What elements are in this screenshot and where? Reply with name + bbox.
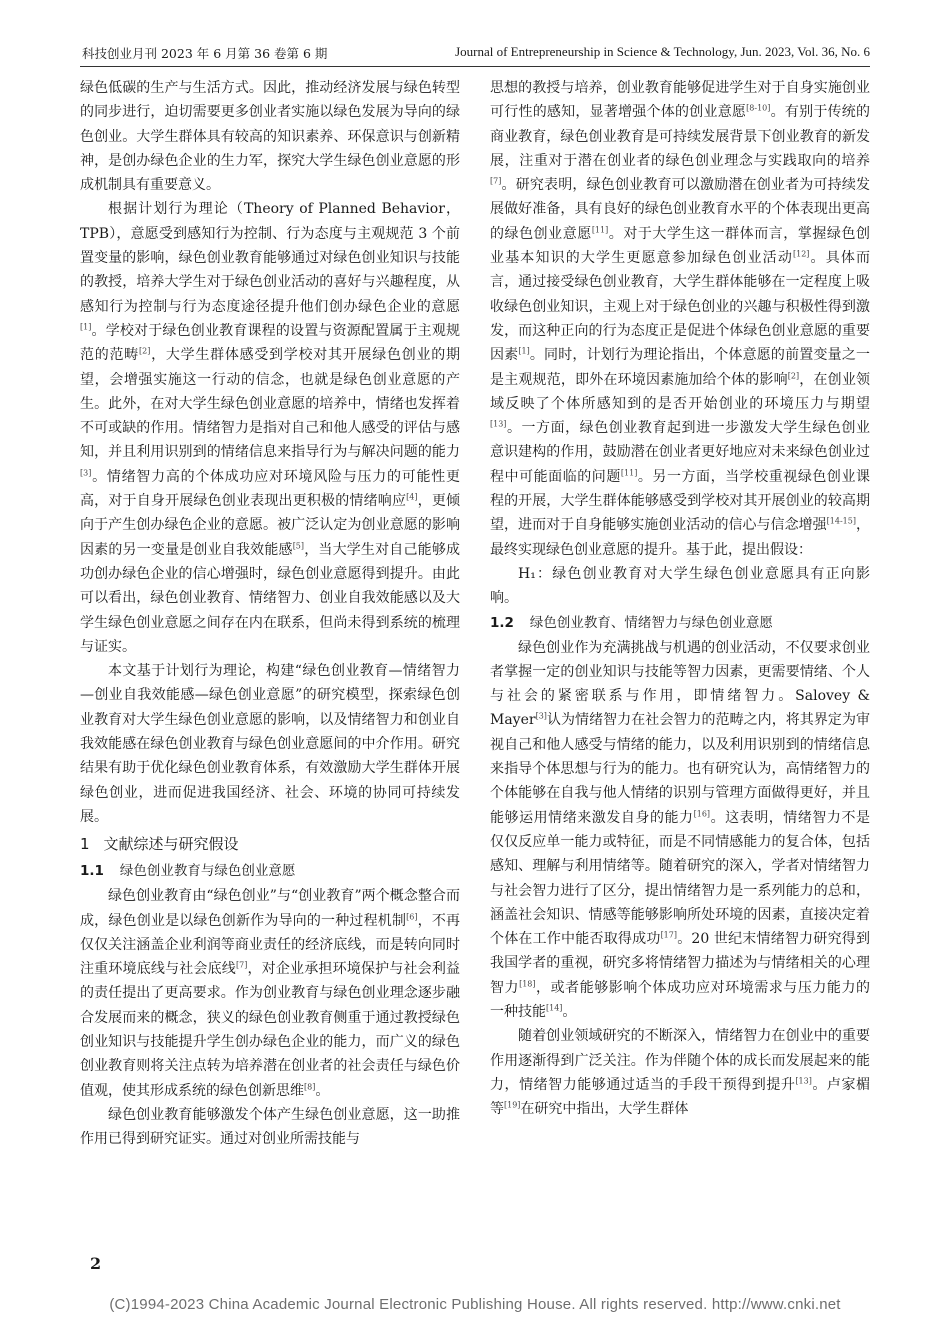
citation[interactable]: [6] bbox=[406, 911, 418, 921]
paragraph-education-effect-continued: 思想的教授与培养，创业教育能够促进学生对于自身实施创业可行性的感知，显著增强个体的创业意愿[8-10]。有别于传统的商业教育，绿色创业教育是可持续发展背景下创业教育的新发展，注重对于潜在创业者的绿色创业理念与实践取向的培养[7]。研究表明，绿色创业教育可以激励潜在创业者为可持续发展做好准备，具有良好的绿色创业教育水平的个体表现出更高的绿色创业意愿[11]。对于大学生这一群体而言，掌握绿色创业基本知识的大学生更愿意参加绿色创业活动[12]。具体而言，通过接受绿色创业教育，大学生群体能够在一定程度上吸收绿色创业知识，主观上对于绿色创业的兴趣与积极性得到激发，而这种正向的行为态度正是促进个体绿色创业意愿的重要因素[1]。同时，计划行为理论指出，个体意愿的前置变量之一是主观规范，即外在环境因素施加给个体的影响[2]，在创业领域反映了个体所感知到的是否开始创业的环境压力与期望[13]。一方面，绿色创业教育起到进一步激发大学生绿色创业意识建构的作用，鼓励潜在创业者更好地应对未来绿色创业过程中可能面临的问题[11]。另一方面，当学校重视绿色创业课程的开展，大学生群体能够感受到学校对其开展创业的较高期望，进而对于自身能够实施创业活动的信心与信念增强[14-15]，最终实现绿色创业意愿的提升。基于此，提出假设： bbox=[490, 80, 870, 558]
running-header bbox=[80, 40, 870, 67]
citation[interactable]: [7] bbox=[235, 960, 248, 970]
paragraph-green-entrepreneurship-education: 绿色创业教育由“绿色创业”与“创业教育”两个概念整合而成，绿色创业是以绿色创新作为导向的一种过程机制[6]，不再仅仅关注涵盖企业利润等商业责任的经济底线，而是转向同时注重环境底线与社会底线[7]，对企业承担环境保护与社会利益的责任提出了更高要求。作为创业教育与绿色创业理念逐步融合发展而来的概念，狭义的绿色创业教育侧重于通过教授绿色创业知识与技能提升学生创办绿色企业的能力，而广义的绿色创业教育则将关注点转为培养潜在创业者的社会责任与绿色价值观，使其形成系统的绿色创新思维[8]。 bbox=[80, 888, 460, 1099]
paragraph-education-effect: 绿色创业教育能够激发个体产生绿色创业意愿，这一助推作用已得到研究证实。通过对创业所需技能与 bbox=[80, 1106, 460, 1148]
citation[interactable]: [16] bbox=[693, 808, 711, 818]
citation[interactable]: [5] bbox=[292, 540, 305, 550]
citation[interactable]: [3] bbox=[80, 468, 92, 478]
right-column bbox=[490, 76, 870, 1121]
header-journal-cn: 科技创业月刊 2023 年 6 月第 36 卷第 6 期 bbox=[82, 46, 328, 61]
subsection-heading-1-2: 1.2 绿色创业教育、情绪智力与绿色创业意愿 bbox=[490, 614, 773, 631]
citation[interactable]: [11] bbox=[591, 225, 609, 235]
paragraph-emotional-intelligence: 绿色创业作为充满挑战与机遇的创业活动，不仅要求创业者掌握一定的创业知识与技能等智力因素，更需要情绪、个人与社会的紧密联系与作用，即情绪智力。Salovey & Mayer[3]认为情绪智力在社会智力的范畴之内，将其界定为审视自己和他人感受与情绪的能力，以及利用识别到的情绪信息来指导个体思想与行为的能力。也有研究认为，高情绪智力的个体能够在自我与他人情绪的识别与管理方面做得更好，并且能够运用情绪来激发自身的能力[16]。这表明，情绪智力不是仅仅反应单一能力或特征，而是不同情感能力的复合体，包括感知、理解与利用情绪等。随着研究的深入，学者对情绪智力与社会智力进行了区分，提出情绪智力是一系列能力的总和，涵盖社会知识、情感等能够影响所处环境的因素，直接决定着个体在工作中能否取得成功[17]。20 世纪末情绪智力研究得到我国学者的重视，研究多将情绪智力描述为与情绪相关的心理智力[18]，或者能够影响个体成功应对环境需求与压力能力的一种技能[14]。 bbox=[490, 639, 870, 1020]
citation[interactable]: [11] bbox=[620, 468, 638, 478]
section-heading-1: 1 文献综述与研究假设 bbox=[80, 835, 239, 854]
citation[interactable]: [8-10] bbox=[746, 103, 771, 113]
paragraph-intro-continued: 绿色低碳的生产与生活方式。因此，推动经济发展与绿色转型的同步进行，迫切需要更多创业者实施以绿色发展为导向的绿色创业。大学生群体具有较高的知识素养、环保意识与创新精神，是创办绿色企业的生力军，探究大学生绿色创业意愿的形成机制具有重要意义。 bbox=[80, 80, 460, 194]
citation[interactable]: [13] bbox=[795, 1076, 812, 1086]
paragraph-research-model: 本文基于计划行为理论，构建“绿色创业教育—情绪智力—创业自我效能感—绿色创业意愿”的研究模型，探索绿色创业教育对大学生绿色创业意愿的影响，以及情绪智力和创业自我效能感在绿色创业教育与绿色创业意愿间的中介作用。研究结果有助于优化绿色创业教育体系，有效激励大学生群体开展绿色创业，进而促进我国经济、社会、环境的协同可持续发展。 bbox=[80, 663, 460, 825]
citation[interactable]: [2] bbox=[787, 370, 800, 380]
citation[interactable]: [2] bbox=[139, 346, 151, 356]
header-journal-en: Journal of Entrepreneurship in Science & Technology, Jun. 2023, Vol. 36, No. 6 bbox=[455, 44, 870, 59]
citation[interactable]: [12] bbox=[792, 249, 810, 259]
citation[interactable]: [7] bbox=[490, 176, 502, 186]
citation[interactable]: [1] bbox=[80, 322, 92, 332]
citation[interactable]: [8] bbox=[304, 1081, 316, 1091]
citation[interactable]: [14-15] bbox=[826, 516, 856, 526]
subsection-heading-1-1: 1.1 绿色创业教育与绿色创业意愿 bbox=[80, 863, 296, 880]
citation[interactable]: [14] bbox=[546, 1003, 563, 1013]
hypothesis-h1: H₁：绿色创业教育对大学生绿色创业意愿具有正向影响。 bbox=[490, 565, 870, 607]
copyright-footer: (C)1994-2023 China Academic Journal Electronic Publishing House. All rights reserved. http://www.cnki.net bbox=[109, 1296, 841, 1313]
page-number: 2 bbox=[90, 1254, 102, 1273]
citation[interactable]: [19] bbox=[504, 1100, 521, 1110]
paragraph-tpb: 根据计划行为理论（Theory of Planned Behavior，TPB），意愿受到感知行为控制、行为态度与主观规范 3 个前置变量的影响，绿色创业教育能够通过对绿色创业知识与技能的教授，培养大学生对于绿色创业活动的喜好与兴趣程度，从感知行为控制与行为态度途径提升他们创办绿色企业的意愿[1]。学校对于绿色创业教育课程的设置与资源配置属于主观规范的范畴[2]，大学生群体感受到学校对其开展绿色创业的期望，会增强实施这一行动的信念，也就是绿色创业意愿的产生。此外，在对大学生绿色创业意愿的培养中，情绪也发挥着不可或缺的作用。情绪智力是指对自己和他人感受的评估与感知，并且利用识别到的情绪信息来指导行为与解决问题的能力[3]。情绪智力高的个体成功应对环境风险与压力的可能性更高，对于自身开展绿色创业表现出更积极的情绪响应[4]，更倾向于产生创办绿色企业的意愿。被广泛认定为创业意愿的影响因素的另一变量是创业自我效能感[5]，当大学生对自己能够成功创办绿色企业的信心增强时，绿色创业意愿得到提升。由此可以看出，绿色创业教育、情绪智力、创业自我效能感以及大学生绿色创业意愿之间存在内在联系，但尚未得到系统的梳理与证实。 bbox=[80, 201, 460, 655]
citation[interactable]: [18] bbox=[519, 979, 536, 989]
citation[interactable]: [13] bbox=[490, 419, 507, 429]
left-column bbox=[80, 76, 460, 1151]
citation[interactable]: [1] bbox=[518, 346, 530, 356]
citation[interactable]: [4] bbox=[406, 492, 418, 502]
citation[interactable]: [3] bbox=[535, 711, 547, 721]
paragraph-ei-in-entrepreneurship: 随着创业领域研究的不断深入，情绪智力在创业中的重要作用逐渐得到广泛关注。作为伴随个体的成长而发展起来的能力，情绪智力能够通过适当的手段干预得到提升[13]。卢家楣等[19]在研究中指出，大学生群体 bbox=[490, 1028, 870, 1118]
citation[interactable]: [17] bbox=[660, 930, 677, 940]
